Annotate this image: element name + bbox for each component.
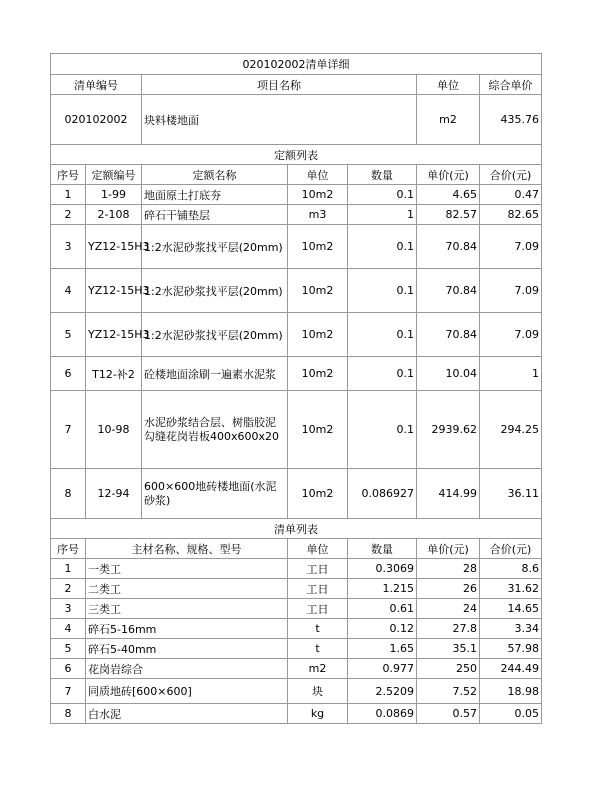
quota-seq: 8: [51, 469, 86, 519]
material-section-row: [51, 519, 542, 539]
material-seq: 7: [51, 679, 86, 704]
quota-price: 82.57: [417, 205, 480, 225]
material-qty: 0.12: [348, 619, 417, 639]
quota-name: 1:2水泥砂浆找平层(20mm): [142, 269, 288, 313]
quota-row: [51, 225, 542, 269]
material-row: [51, 679, 542, 704]
material-seq: 2: [51, 579, 86, 599]
material-qty: 0.3069: [348, 559, 417, 579]
quota-qty: 0.086927: [348, 469, 417, 519]
quota-row: [51, 357, 542, 391]
quota-code: 12-94: [86, 469, 142, 519]
material-unit: 工日: [288, 579, 348, 599]
material-row: [51, 599, 542, 619]
material-name-header: 主材名称、规格、型号: [86, 539, 288, 559]
material-price: 0.57: [417, 704, 480, 724]
bill-name-header: 项目名称: [142, 75, 417, 95]
quota-seq: 4: [51, 269, 86, 313]
material-qty: 1.65: [348, 639, 417, 659]
bill-row: [51, 95, 542, 145]
bill-code-header: 清单编号: [51, 75, 142, 95]
material-row: [51, 639, 542, 659]
material-total: 3.34: [480, 619, 542, 639]
bill-code: 020102002: [51, 95, 142, 145]
material-row: [51, 619, 542, 639]
quota-unit: 10m2: [288, 313, 348, 357]
material-qty: 0.61: [348, 599, 417, 619]
quota-code-header: 定额编号: [86, 165, 142, 185]
quota-seq: 6: [51, 357, 86, 391]
quota-total: 294.25: [480, 391, 542, 469]
material-name: 白水泥: [86, 704, 288, 724]
material-unit: kg: [288, 704, 348, 724]
quota-name-header: 定额名称: [142, 165, 288, 185]
quota-name: 1:2水泥砂浆找平层(20mm): [142, 313, 288, 357]
quota-total: 7.09: [480, 225, 542, 269]
material-unit: t: [288, 619, 348, 639]
quota-qty: 0.1: [348, 225, 417, 269]
material-name: 一类工: [86, 559, 288, 579]
material-row: [51, 704, 542, 724]
quota-total-header: 合价(元): [480, 165, 542, 185]
quota-price: 2939.62: [417, 391, 480, 469]
material-name: 碎石5-40mm: [86, 639, 288, 659]
quota-row: [51, 469, 542, 519]
quota-unit: 10m2: [288, 225, 348, 269]
material-seq: 3: [51, 599, 86, 619]
quota-code: 10-98: [86, 391, 142, 469]
material-unit: 工日: [288, 599, 348, 619]
material-section-title: 清单列表: [51, 519, 542, 539]
quota-price: 4.65: [417, 185, 480, 205]
bill-name: 块料楼地面: [142, 95, 417, 145]
quota-price-header: 单价(元): [417, 165, 480, 185]
quota-code: 1-99: [86, 185, 142, 205]
bill-price: 435.76: [480, 95, 542, 145]
bill-price-header: 综合单价: [480, 75, 542, 95]
material-price: 7.52: [417, 679, 480, 704]
quota-qty: 0.1: [348, 185, 417, 205]
quota-row: [51, 313, 542, 357]
quota-qty: 0.1: [348, 269, 417, 313]
quota-unit: 10m2: [288, 357, 348, 391]
quota-code: YZ12-15H3: [86, 225, 142, 269]
quota-seq: 2: [51, 205, 86, 225]
material-unit: 块: [288, 679, 348, 704]
quota-seq: 7: [51, 391, 86, 469]
material-qty-header: 数量: [348, 539, 417, 559]
material-name: 三类工: [86, 599, 288, 619]
quota-price: 70.84: [417, 313, 480, 357]
material-total: 8.6: [480, 559, 542, 579]
quota-row: [51, 269, 542, 313]
material-qty: 2.5209: [348, 679, 417, 704]
quota-qty: 0.1: [348, 313, 417, 357]
quota-unit: 10m2: [288, 391, 348, 469]
bill-header-row: [51, 75, 542, 95]
quota-section-title: 定额列表: [51, 145, 542, 165]
material-name: 碎石5-16mm: [86, 619, 288, 639]
quota-code: 2-108: [86, 205, 142, 225]
quota-seq: 3: [51, 225, 86, 269]
quota-price: 70.84: [417, 269, 480, 313]
quota-code: YZ12-15H3: [86, 313, 142, 357]
material-total: 18.98: [480, 679, 542, 704]
quota-seq-header: 序号: [51, 165, 86, 185]
material-unit-header: 单位: [288, 539, 348, 559]
material-qty: 0.0869: [348, 704, 417, 724]
quota-qty-header: 数量: [348, 165, 417, 185]
material-total: 0.05: [480, 704, 542, 724]
quota-unit: 10m2: [288, 185, 348, 205]
material-total-header: 合价(元): [480, 539, 542, 559]
material-price: 27.8: [417, 619, 480, 639]
material-qty: 0.977: [348, 659, 417, 679]
quota-row: [51, 205, 542, 225]
quota-price: 70.84: [417, 225, 480, 269]
material-price: 24: [417, 599, 480, 619]
quota-seq: 1: [51, 185, 86, 205]
material-name: 花岗岩综合: [86, 659, 288, 679]
material-unit: t: [288, 639, 348, 659]
quota-unit-header: 单位: [288, 165, 348, 185]
quota-unit: m3: [288, 205, 348, 225]
material-price: 250: [417, 659, 480, 679]
material-qty: 1.215: [348, 579, 417, 599]
quota-total: 7.09: [480, 269, 542, 313]
quota-unit: 10m2: [288, 269, 348, 313]
quota-total: 1: [480, 357, 542, 391]
quota-name: 地面原土打底夯: [142, 185, 288, 205]
quota-section-row: [51, 145, 542, 165]
quota-name: 1:2水泥砂浆找平层(20mm): [142, 225, 288, 269]
quota-row: [51, 391, 542, 469]
material-price: 35.1: [417, 639, 480, 659]
quota-total: 36.11: [480, 469, 542, 519]
material-header-row: [51, 539, 542, 559]
material-unit: 工日: [288, 559, 348, 579]
material-name: 同质地砖[600×600]: [86, 679, 288, 704]
quota-code: YZ12-15H3: [86, 269, 142, 313]
quota-row: [51, 185, 542, 205]
material-seq: 8: [51, 704, 86, 724]
material-seq: 5: [51, 639, 86, 659]
material-row: [51, 659, 542, 679]
quota-unit: 10m2: [288, 469, 348, 519]
material-row: [51, 579, 542, 599]
material-unit: m2: [288, 659, 348, 679]
quota-total: 0.47: [480, 185, 542, 205]
quota-code: T12-补2: [86, 357, 142, 391]
quota-name: 碎石干铺垫层: [142, 205, 288, 225]
quota-qty: 0.1: [348, 391, 417, 469]
material-name: 二类工: [86, 579, 288, 599]
quota-total: 7.09: [480, 313, 542, 357]
material-price-header: 单价(元): [417, 539, 480, 559]
material-seq-header: 序号: [51, 539, 86, 559]
quota-qty: 1: [348, 205, 417, 225]
bill-unit: m2: [417, 95, 480, 145]
material-total: 244.49: [480, 659, 542, 679]
material-total: 14.65: [480, 599, 542, 619]
quota-total: 82.65: [480, 205, 542, 225]
quota-name: 600×600地砖楼地面(水泥砂浆): [142, 469, 288, 519]
material-seq: 4: [51, 619, 86, 639]
page-title: 020102002清单详细: [51, 54, 542, 75]
quota-header-row: [51, 165, 542, 185]
title-row: [51, 54, 542, 75]
quota-name: 水泥砂浆结合层、树脂胶泥勾缝花岗岩板400x600x20: [142, 391, 288, 469]
material-total: 57.98: [480, 639, 542, 659]
material-price: 26: [417, 579, 480, 599]
material-price: 28: [417, 559, 480, 579]
quota-price: 10.04: [417, 357, 480, 391]
quota-price: 414.99: [417, 469, 480, 519]
quota-qty: 0.1: [348, 357, 417, 391]
material-seq: 1: [51, 559, 86, 579]
material-row: [51, 559, 542, 579]
bill-unit-header: 单位: [417, 75, 480, 95]
bill-detail-table: [50, 53, 542, 724]
quota-name: 砼楼地面涂刷一遍素水泥浆: [142, 357, 288, 391]
material-total: 31.62: [480, 579, 542, 599]
quota-seq: 5: [51, 313, 86, 357]
material-seq: 6: [51, 659, 86, 679]
